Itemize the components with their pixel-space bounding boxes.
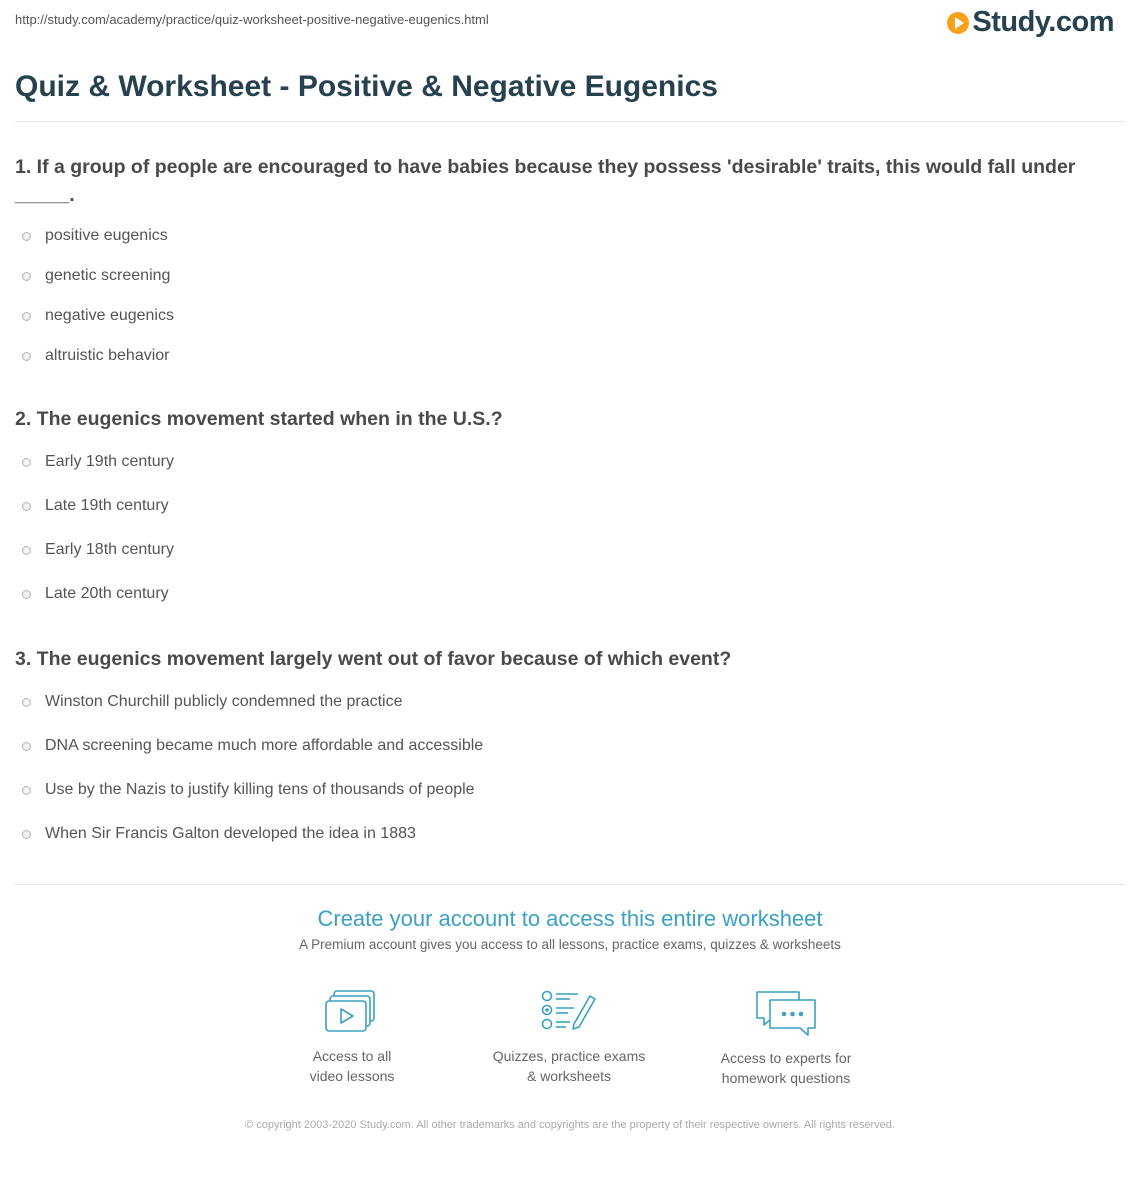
- copyright-notice: © copyright 2003-2020 Study.com. All other trademarks and copyrights are the property of their respective owners. All rights reserved.: [245, 1119, 895, 1131]
- option-label: Use by the Nazis to justify killing tens of thousands of people: [45, 781, 475, 798]
- answer-option[interactable]: [22, 585, 169, 603]
- page-url: http://study.com/academy/practice/quiz-worksheet-positive-negative-eugenics.html: [15, 12, 489, 27]
- radio-button[interactable]: [22, 786, 31, 795]
- option-label: Late 19th century: [45, 497, 169, 514]
- option-label: Early 19th century: [45, 453, 174, 470]
- question-3: 3. The eugenics movement largely went out of favor because of which event?: [15, 648, 732, 670]
- option-label: altruistic behavior: [45, 347, 170, 364]
- feature-label: Quizzes, practice exams & worksheets: [492, 1048, 646, 1084]
- answer-option[interactable]: [22, 737, 483, 755]
- answer-option[interactable]: [22, 781, 475, 799]
- expert-chat-icon: [754, 988, 818, 1038]
- answer-option[interactable]: [22, 227, 168, 245]
- answer-option[interactable]: [22, 693, 403, 711]
- radio-button[interactable]: [22, 590, 31, 599]
- feature-label: Access to all video lessons: [309, 1048, 395, 1084]
- premium-description: A Premium account gives you access to all lessons, practice exams, quizzes & worksheets: [299, 937, 841, 952]
- divider: [15, 121, 1125, 122]
- radio-button[interactable]: [22, 272, 31, 281]
- question-2: 2. The eugenics movement started when in the U.S.?: [15, 408, 503, 430]
- option-label: Early 18th century: [45, 541, 174, 558]
- question-1: 1. If a group of people are encouraged to have babies because they possess 'desirable' traits, this would fall under _____.: [15, 156, 1076, 206]
- radio-button[interactable]: [22, 232, 31, 241]
- option-label: negative eugenics: [45, 307, 174, 324]
- radio-button[interactable]: [22, 312, 31, 321]
- radio-button[interactable]: [22, 742, 31, 751]
- option-label: Winston Churchill publicly condemned the practice: [45, 693, 403, 710]
- option-label: genetic screening: [45, 267, 171, 284]
- answer-option[interactable]: [22, 453, 174, 471]
- radio-button[interactable]: [22, 546, 31, 555]
- feature-experts: [686, 988, 886, 1088]
- study-logo[interactable]: [947, 6, 1114, 39]
- radio-button[interactable]: [22, 352, 31, 361]
- radio-button[interactable]: [22, 458, 31, 467]
- option-label: DNA screening became much more affordable and accessible: [45, 737, 484, 754]
- video-lessons-icon: [325, 988, 379, 1036]
- option-label: positive eugenics: [45, 227, 168, 244]
- divider: [15, 884, 1125, 885]
- answer-option[interactable]: [22, 541, 174, 559]
- feature-quizzes: [469, 988, 669, 1086]
- page-title: Quiz & Worksheet - Positive & Negative Eugenics: [15, 70, 718, 103]
- answer-option[interactable]: [22, 825, 416, 843]
- answer-option[interactable]: [22, 347, 170, 365]
- play-logo-icon: [947, 12, 969, 34]
- radio-button[interactable]: [22, 502, 31, 511]
- quiz-checklist-icon: [540, 988, 598, 1036]
- radio-button[interactable]: [22, 830, 31, 839]
- create-account-link[interactable]: Create your account to access this entire worksheet: [317, 906, 823, 931]
- feature-label: Access to experts for homework questions: [720, 1050, 852, 1086]
- logo-text: Study.com: [972, 6, 1114, 38]
- option-label: When Sir Francis Galton developed the idea in 1883: [45, 825, 416, 842]
- answer-option[interactable]: [22, 307, 174, 325]
- radio-button[interactable]: [22, 698, 31, 707]
- answer-option[interactable]: [22, 497, 169, 515]
- option-label: Late 20th century: [45, 585, 169, 602]
- feature-video-lessons: [252, 988, 452, 1086]
- answer-option[interactable]: [22, 267, 170, 285]
